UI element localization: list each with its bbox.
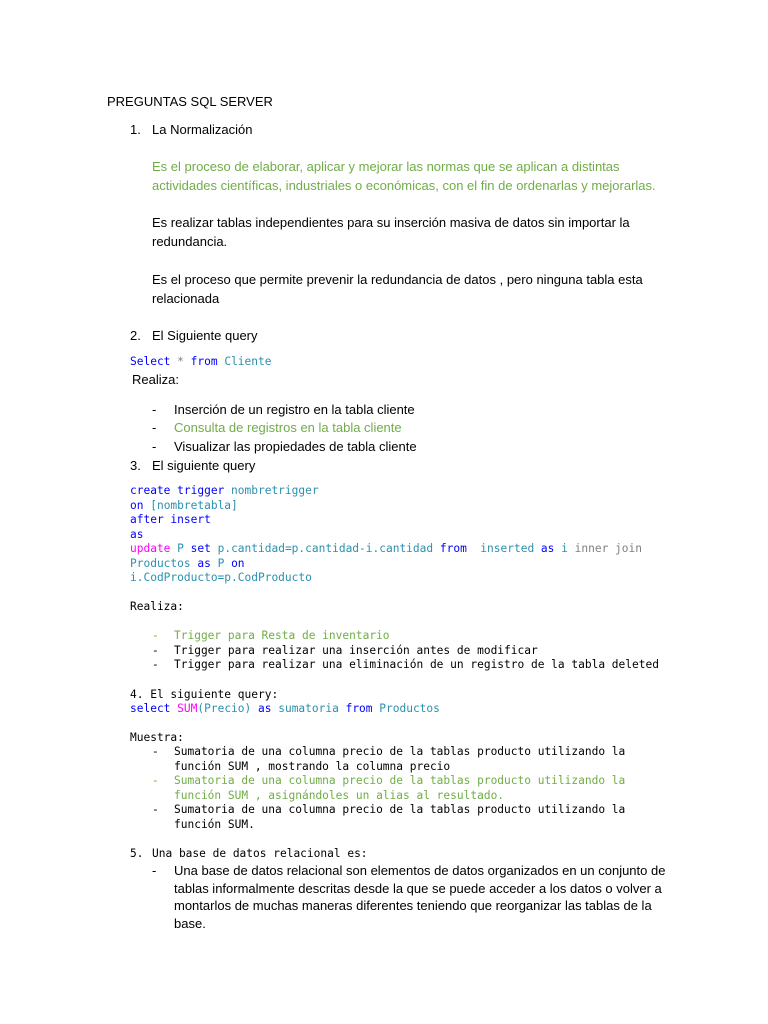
question-1-title: La Normalización xyxy=(152,122,253,137)
q4-code-line: select SUM(Precio) as sumatoria from Productos xyxy=(130,702,440,715)
q2-option-2-text: Consulta de registros en la tabla cliente xyxy=(174,420,402,435)
q4-option-2-line-2: función SUM , asignándoles un alias al resultado. xyxy=(174,789,505,802)
question-3-heading xyxy=(130,456,255,475)
question-5-heading xyxy=(130,847,368,862)
q1-option-2-line-1: Es realizar tablas independientes para su inserción masiva de datos sin importar la xyxy=(152,215,630,230)
q2-option-2 xyxy=(152,418,156,437)
q4-option-3-bullet: - xyxy=(152,803,159,816)
question-1-heading xyxy=(130,120,252,139)
q3-code-line-1: create trigger nombretrigger xyxy=(130,484,319,497)
q5-bullet: - xyxy=(152,863,157,878)
question-4-heading: 4. El siguiente query: xyxy=(130,688,279,701)
q2-option-1-text: Inserción de un registro en la tabla cliente xyxy=(174,402,415,417)
q3-code-line-4: as xyxy=(130,528,144,541)
question-5-number: 5. xyxy=(130,847,144,860)
q4-option-3-line-1: Sumatoria de una columna precio de la tablas producto utilizando la xyxy=(174,803,626,816)
question-2-heading xyxy=(130,326,258,345)
bullet-dash: - xyxy=(152,402,157,417)
bullet-dash: - xyxy=(152,420,157,435)
q1-option-1-line-1: Es el proceso de elaborar, aplicar y mejorar las normas que se aplican a distintas xyxy=(152,159,620,174)
q3-option-2-bullet: - xyxy=(152,644,159,657)
question-2-title: El Siguiente query xyxy=(152,328,258,343)
q2-option-3 xyxy=(152,437,156,456)
q1-option-2-line-2: redundancia. xyxy=(152,234,228,249)
q1-option-1-line-2: actividades científicas, industriales o económicas, con el fin de ordenarlas y mejorarlas. xyxy=(152,178,656,193)
q3-code-line-2: on [nombretabla] xyxy=(130,499,238,512)
question-5-title: Una base de datos relacional es: xyxy=(152,847,368,860)
q5-line-4: base. xyxy=(174,916,206,931)
q4-option-1-line-2: función SUM , mostrando la columna precio xyxy=(174,760,451,773)
q3-option-1-text: Trigger para Resta de inventario xyxy=(174,629,390,642)
q5-line-1: Una base de datos relacional son elementos de datos organizados en un conjunto de xyxy=(174,863,666,878)
q1-option-3-line-1: Es el proceso que permite prevenir la redundancia de datos , pero ninguna tabla esta xyxy=(152,272,643,287)
q2-realiza-label: Realiza: xyxy=(132,372,179,387)
q4-option-3-line-2: función SUM. xyxy=(174,818,255,831)
q4-option-2-line-1: Sumatoria de una columna precio de la tablas producto utilizando la xyxy=(174,774,626,787)
q4-muestra-label: Muestra: xyxy=(130,731,184,744)
q2-option-1 xyxy=(152,400,156,419)
q3-code-line-6: Productos as P on xyxy=(130,557,245,570)
q3-option-1-bullet: - xyxy=(152,629,159,642)
q4-option-2-bullet: - xyxy=(152,774,159,787)
q4-option-1-line-1: Sumatoria de una columna precio de la tablas producto utilizando la xyxy=(174,745,626,758)
q3-code-line-5: update P set p.cantidad=p.cantidad-i.cantidad from inserted as i inner join xyxy=(130,542,642,555)
q1-option-3-line-2: relacionada xyxy=(152,291,220,306)
q3-code-line-3: after insert xyxy=(130,513,211,526)
page-title: PREGUNTAS SQL SERVER xyxy=(107,94,273,109)
q5-line-3: montarlos de muchas maneras diferentes teniendo que reorganizar las tablas de la xyxy=(174,898,652,913)
question-1-number: 1. xyxy=(130,122,141,137)
q2-code-line: Select * from Cliente xyxy=(130,355,272,368)
q5-line-2: tablas informalmente descritas desde la que se puede acceder a los datos o volver a xyxy=(174,881,662,896)
question-2-number: 2. xyxy=(130,328,141,343)
q3-option-3-text: Trigger para realizar una eliminación de un registro de la tabla deleted xyxy=(174,658,659,671)
q3-realiza-label: Realiza: xyxy=(130,600,184,613)
q3-option-3-bullet: - xyxy=(152,658,159,671)
q4-option-1-bullet: - xyxy=(152,745,159,758)
q3-option-2-text: Trigger para realizar una inserción antes de modificar xyxy=(174,644,538,657)
q3-code-line-7: i.CodProducto=p.CodProducto xyxy=(130,571,312,584)
question-3-title: El siguiente query xyxy=(152,458,256,473)
q2-option-3-text: Visualizar las propiedades de tabla cliente xyxy=(174,439,417,454)
bullet-dash: - xyxy=(152,439,157,454)
question-3-number: 3. xyxy=(130,458,141,473)
